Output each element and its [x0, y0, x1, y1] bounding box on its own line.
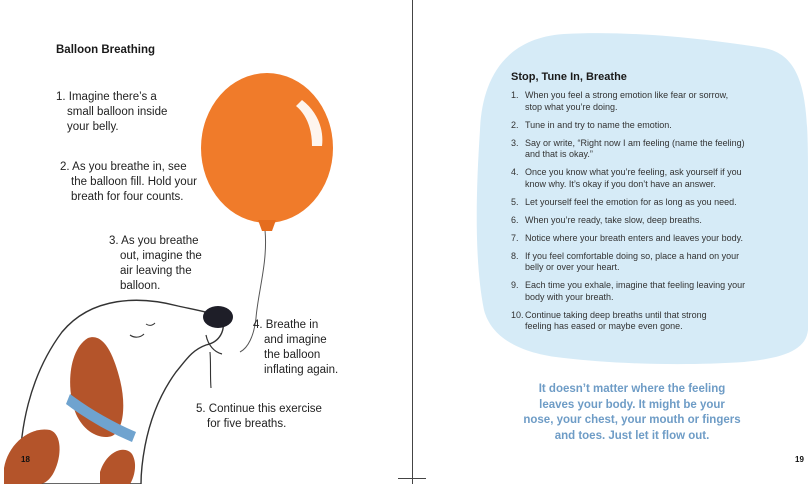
- step-line: inflating again.: [264, 364, 339, 376]
- item-line: When you feel a strong emotion like fear or sorrow,: [525, 90, 729, 100]
- item-line: Each time you exhale, imagine that feeling leaving your: [525, 280, 746, 290]
- item-line: If you feel comfortable doing so, place a hand on your: [525, 250, 740, 261]
- item-number: 8.: [511, 250, 519, 261]
- step-line: 4. Breathe in: [253, 319, 319, 331]
- item-number: 7.: [511, 232, 519, 243]
- list-item: [511, 90, 776, 113]
- right-page: [414, 0, 808, 484]
- item-line: belly or over your heart.: [525, 262, 620, 272]
- list-item: [511, 167, 776, 190]
- step-1: [56, 90, 167, 135]
- step-2: [60, 160, 197, 205]
- steps-list: [511, 90, 776, 339]
- page-gutter: [412, 0, 413, 484]
- item-line: Tune in and try to name the emotion.: [525, 119, 672, 130]
- step-line: 1. Imagine there’s a: [56, 91, 157, 103]
- item-number: 10.: [511, 309, 524, 320]
- list-item: [511, 215, 776, 227]
- step-line: the balloon fill. Hold your: [71, 176, 197, 188]
- step-line: and imagine: [264, 334, 327, 346]
- item-line: Once you know what you’re feeling, ask yourself if you: [525, 167, 742, 177]
- item-number: 4.: [511, 167, 519, 177]
- step-line: balloon.: [120, 280, 161, 292]
- list-item: [511, 138, 776, 161]
- step-line: air leaving the: [120, 265, 192, 277]
- item-number: 3.: [511, 137, 519, 148]
- step-line: small balloon inside: [67, 106, 168, 118]
- item-number: 2.: [511, 119, 519, 130]
- page-number: 18: [21, 455, 30, 464]
- item-line: know why. It’s okay if you don’t have an answer.: [525, 178, 716, 189]
- item-number: 9.: [511, 280, 519, 290]
- item-line: feeling has eased or maybe even gone.: [525, 321, 683, 331]
- step-5: [196, 402, 322, 432]
- item-number: 1.: [511, 90, 519, 100]
- page-number: 19: [795, 455, 804, 464]
- item-line: Notice where your breath enters and leaves your body.: [525, 232, 743, 243]
- step-line: 5. Continue this exercise: [196, 403, 322, 415]
- step-line: 2. As you breathe in, see: [60, 161, 187, 173]
- pull-quote: [522, 382, 742, 444]
- page-title: Balloon Breathing: [56, 44, 156, 56]
- list-item: [511, 120, 776, 132]
- step-line: out, imagine the: [120, 250, 202, 262]
- list-item: [511, 310, 776, 333]
- step-line: 3. As you breathe: [109, 235, 199, 247]
- item-line: When you’re ready, take slow, deep breaths.: [525, 214, 702, 225]
- dog-nose: [203, 306, 233, 328]
- item-line: stop what you’re doing.: [525, 101, 618, 112]
- balloon-icon: [201, 73, 333, 231]
- item-line: Say or write, “Right now I am feeling (name the feeling): [525, 137, 745, 148]
- item-line: Continue taking deep breaths until that strong: [525, 309, 707, 320]
- quote-line: nose, your chest, your mouth or fingers: [523, 414, 741, 426]
- dog-icon: [4, 300, 233, 484]
- item-number: 5.: [511, 196, 519, 207]
- item-line: Let yourself feel the emotion for as long as you need.: [525, 196, 737, 207]
- step-3: [109, 234, 202, 294]
- quote-line: leaves your body. It might be your: [539, 398, 725, 411]
- step-line: for five breaths.: [207, 418, 287, 430]
- quote-line: and toes. Just let it flow out.: [554, 429, 710, 442]
- item-line: body with your breath.: [525, 291, 614, 302]
- step-line: the balloon: [264, 349, 321, 361]
- step-line: your belly.: [67, 121, 119, 133]
- quote-line: It doesn’t matter where the feeling: [538, 383, 726, 395]
- list-item: [511, 280, 776, 303]
- item-line: and that is okay.”: [525, 149, 593, 159]
- list-item: [511, 233, 776, 245]
- list-item: [511, 197, 776, 209]
- section-title: Stop, Tune In, Breathe: [511, 71, 627, 83]
- step-4: [253, 318, 338, 378]
- item-number: 6.: [511, 214, 519, 225]
- step-line: breath for four counts.: [71, 191, 184, 203]
- list-item: [511, 251, 776, 274]
